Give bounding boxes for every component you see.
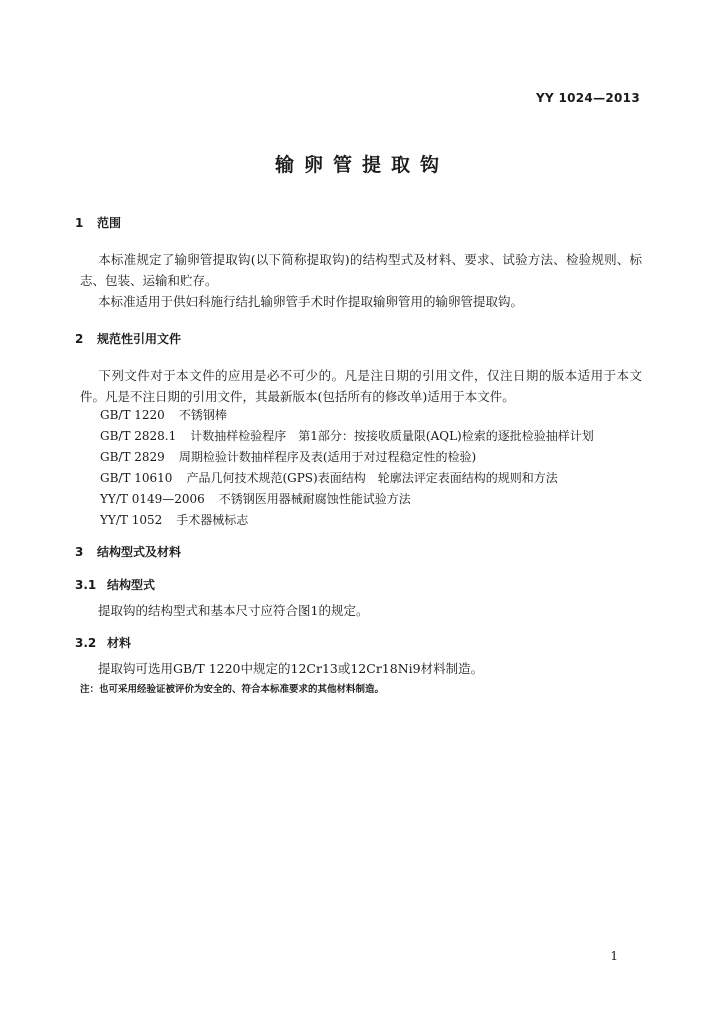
section-number: 2 [75, 332, 84, 346]
section-title: 范围 [97, 216, 122, 230]
section-number: 3 [75, 545, 84, 559]
reference-code: YY/T 0149—2006 [100, 492, 205, 506]
subsection-3-2-heading [75, 634, 131, 651]
reference-title: 不锈钢棒 [178, 408, 227, 422]
reference-code: GB/T 10610 [100, 471, 173, 485]
subsection-number: 3.2 [75, 636, 97, 650]
section-2-heading [75, 330, 181, 347]
reference-title: 计数抽样检验程序 第1部分：按接收质量限(AQL)检索的逐批检验抽样计划 [190, 429, 594, 443]
subsection-3-1-heading [75, 576, 155, 593]
reference-code: YY/T 1052 [100, 513, 163, 527]
reference-title: 不锈钢医用器械耐腐蚀性能试验方法 [218, 492, 411, 506]
reference-item [100, 448, 476, 465]
material-note: 注：也可采用经验证被评价为安全的、符合本标准要求的其他材料制造。 [80, 684, 385, 695]
reference-item [100, 511, 248, 528]
reference-code: GB/T 2829 [100, 450, 165, 464]
subsection-title: 结构型式 [107, 578, 156, 592]
subsection-title: 材料 [107, 636, 132, 650]
scope-paragraph-1 [80, 249, 642, 291]
reference-code: GB/T 2828.1 [100, 429, 177, 443]
reference-title: 手术器械标志 [176, 513, 249, 527]
structure-paragraph [80, 600, 642, 621]
page-number: 1 [610, 949, 618, 963]
reference-item [100, 427, 594, 444]
section-1-heading [75, 214, 121, 231]
section-title: 结构型式及材料 [97, 545, 182, 559]
material-paragraph [80, 658, 642, 679]
standard-code: YY 1024—2013 [536, 91, 640, 105]
reference-title: 周期检验计数抽样程序及表(适用于对过程稳定性的检验) [178, 450, 477, 464]
reference-item [100, 490, 411, 507]
scope-paragraph-2 [80, 291, 642, 312]
paragraph-text: 本标准适用于供妇科施行结扎输卵管手术时作提取输卵管用的输卵管提取钩。 [98, 294, 524, 309]
reference-code: GB/T 1220 [100, 408, 165, 422]
subsection-number: 3.1 [75, 578, 97, 592]
references-intro [80, 365, 642, 407]
document-title: 输卵管提取钩 [274, 154, 449, 176]
reference-item [100, 406, 227, 423]
paragraph-text: 提取钩可选用GB/T 1220中规定的12Cr13或12Cr18Ni9材料制造。 [98, 661, 484, 676]
paragraph-text: 本标准规定了输卵管提取钩(以下简称提取钩)的结构型式及材料、要求、试验方法、检验规则、标志、包装、运输和贮存。 [80, 252, 642, 288]
section-title: 规范性引用文件 [97, 332, 182, 346]
section-number: 1 [75, 216, 84, 230]
reference-item [100, 469, 558, 486]
paragraph-text: 提取钩的结构型式和基本尺寸应符合图1的规定。 [98, 603, 369, 618]
paragraph-text: 下列文件对于本文件的应用是必不可少的。凡是注日期的引用文件，仅注日期的版本适用于本文件。凡是不注日期的引用文件，其最新版本(包括所有的修改单)适用于本文件。 [80, 368, 642, 404]
section-3-heading [75, 543, 181, 560]
reference-title: 产品几何技术规范(GPS)表面结构 轮廓法评定表面结构的规则和方法 [186, 471, 558, 485]
